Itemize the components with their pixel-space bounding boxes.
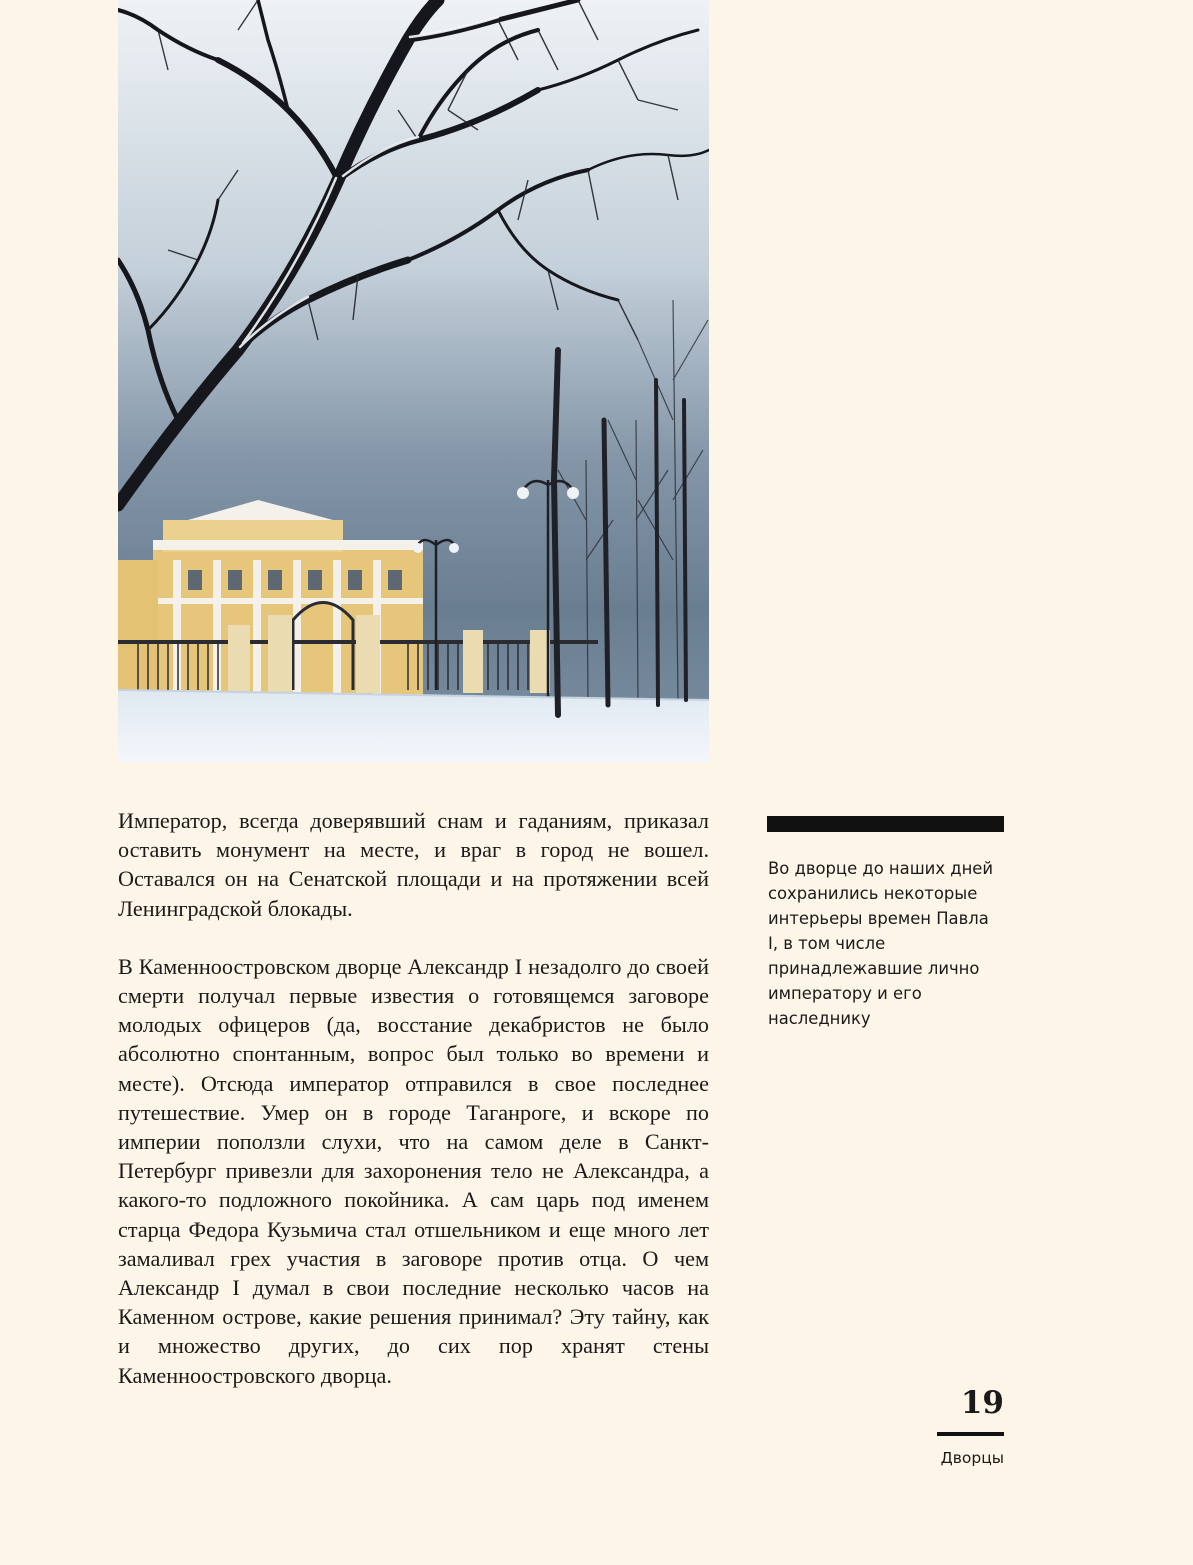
- sidebar-rule: [767, 816, 1004, 832]
- page-number-rule: [937, 1432, 1004, 1436]
- photo-illustration: [118, 0, 709, 762]
- page-number: 19: [960, 1385, 1004, 1421]
- sidebar-note: Во дворце до наших дней сохранились некоторые интерьеры времен Павла I, в том числе принадлежавшие лично императору и его наследнику: [768, 859, 994, 1028]
- main-text: [118, 806, 709, 1390]
- section-name: Дворцы: [940, 1449, 1004, 1467]
- paragraph-1: Император, всегда доверявший снам и гаданиям, приказал оставить монумент на месте, и враг в город не вошел. Оставался он на Сенатской площади и на протяжении всей Ленинградской блокады.: [118, 808, 709, 921]
- palace-winter-photo: [118, 0, 709, 762]
- paragraph-2: В Каменноостровском дворце Александр I незадолго до своей смерти получал первые известия о готовящемся заговоре молодых офицеров (да, восстание декабристов не было абсолютно спонтанным, вопрос был только во времени и месте). Отсюда император отправился в свое последнее путешествие. Умер он в городе Таганроге, и вскоре по империи поползли слухи, что на самом деле в Санкт-Петербург привезли для захоронения тело не Александра, а какого-то подложного покойника. А сам царь под именем старца Федора Кузьмича стал отшельником и еще много лет замаливал грех участия в заговоре против отца. О чем Александр I думал в свои последние несколько часов на Каменном острове, какие решения принимал? Эту тайну, как и множество других, до сих пор хранят стены Каменноостровского дворца.: [118, 953, 709, 1388]
